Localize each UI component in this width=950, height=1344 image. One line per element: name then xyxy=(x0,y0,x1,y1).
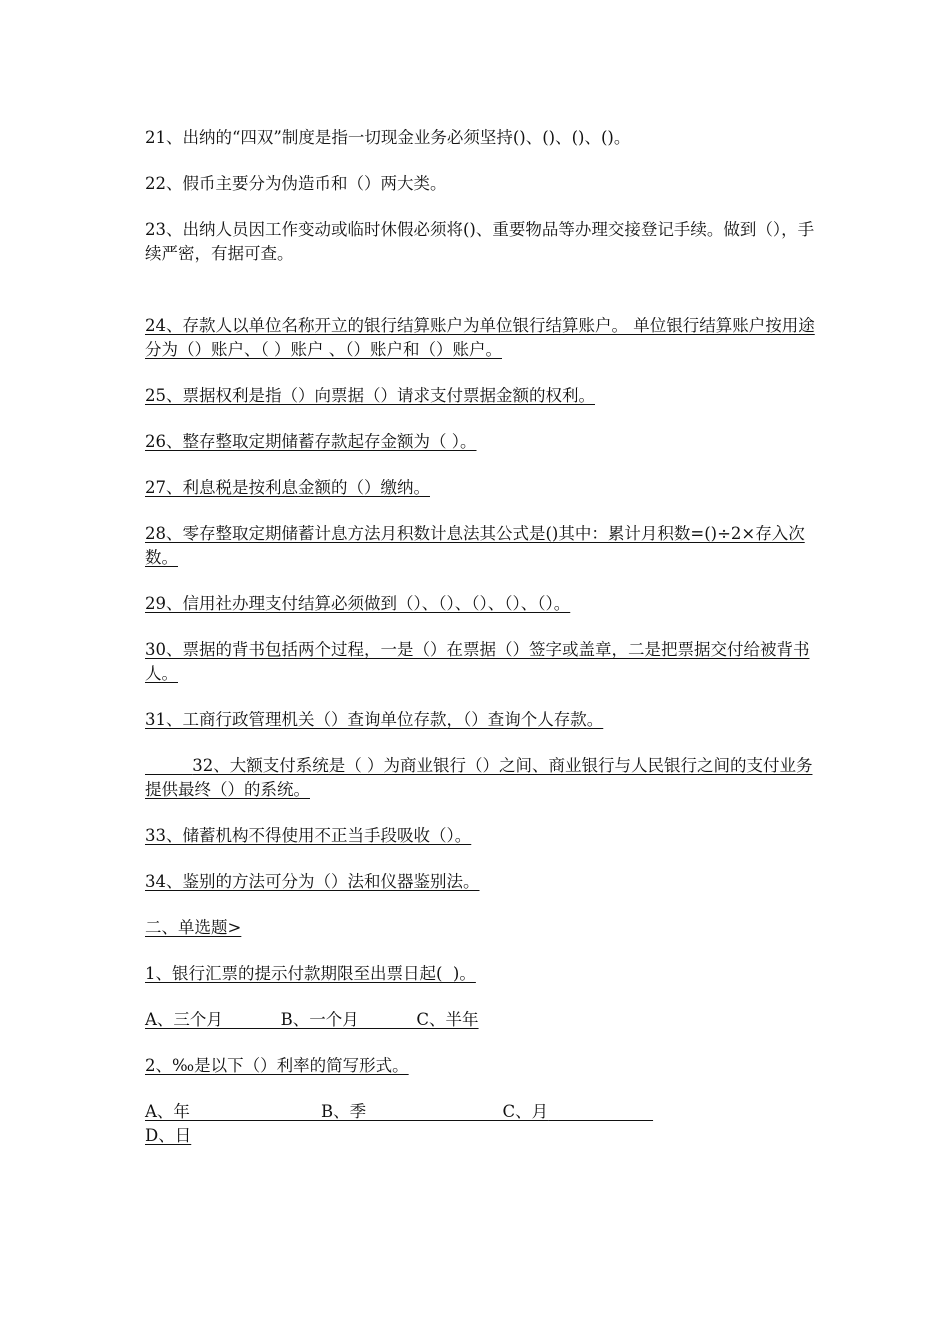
choice-question-1: 1、银行汇票的提示付款期限至出票日起( )。 xyxy=(145,964,476,983)
question-29: 29、信用社办理支付结算必须做到（）、（）、（）、（）、（）。 xyxy=(145,594,571,613)
question-26: 26、整存整取定期储蓄存款起存金额为（ ）。 xyxy=(145,432,477,451)
question-22: 22、假币主要分为伪造币和（）两大类。 xyxy=(145,174,447,193)
document-page xyxy=(145,126,815,1148)
question-27: 27、利息税是按利息金额的（）缴纳。 xyxy=(145,478,430,497)
question-25: 25、票据权利是指（）向票据（）请求支付票据金额的权利。 xyxy=(145,386,595,405)
question-28: 28、零存整取定期储蓄计息方法月积数计息法其公式是()其中：累计月积数=()÷2×存入次数。 xyxy=(145,524,805,567)
choice-question-2-options: A、年 B、季 C、月 D、日 xyxy=(145,1102,654,1145)
question-31: 31、工商行政管理机关（）查询单位存款，（）查询个人存款。 xyxy=(145,710,604,729)
question-32: 32、大额支付系统是（ ）为商业银行（）之间、商业银行与人民银行之间的支付业务提供最终（）的系统。 xyxy=(145,756,813,799)
question-34: 34、鉴别的方法可分为（）法和仪器鉴别法。 xyxy=(145,872,480,891)
question-23: 23、出纳人员因工作变动或临时休假必须将()、重要物品等办理交接登记手续。做到（），手续严密，有据可查。 xyxy=(145,220,815,263)
question-33: 33、储蓄机构不得使用不正当手段吸收（）。 xyxy=(145,826,472,845)
question-24: 24、存款人以单位名称开立的银行结算账户为单位银行结算账户。 单位银行结算账户按用途分为（）账户、（ ）账户 、（）账户和（）账户。 xyxy=(145,316,815,359)
section-heading-single-choice: 二、单选题> xyxy=(145,918,242,937)
question-21: 21、出纳的“四双”制度是指一切现金业务必须坚持()、()、()、()。 xyxy=(145,128,631,147)
choice-question-1-options: A、三个月 B、一个月 C、半年 xyxy=(145,1010,479,1029)
choice-question-2: 2、‰是以下（）利率的简写形式。 xyxy=(145,1056,409,1075)
question-30: 30、票据的背书包括两个过程，一是（）在票据（）签字或盖章，二是把票据交付给被背书人。 xyxy=(145,640,810,683)
